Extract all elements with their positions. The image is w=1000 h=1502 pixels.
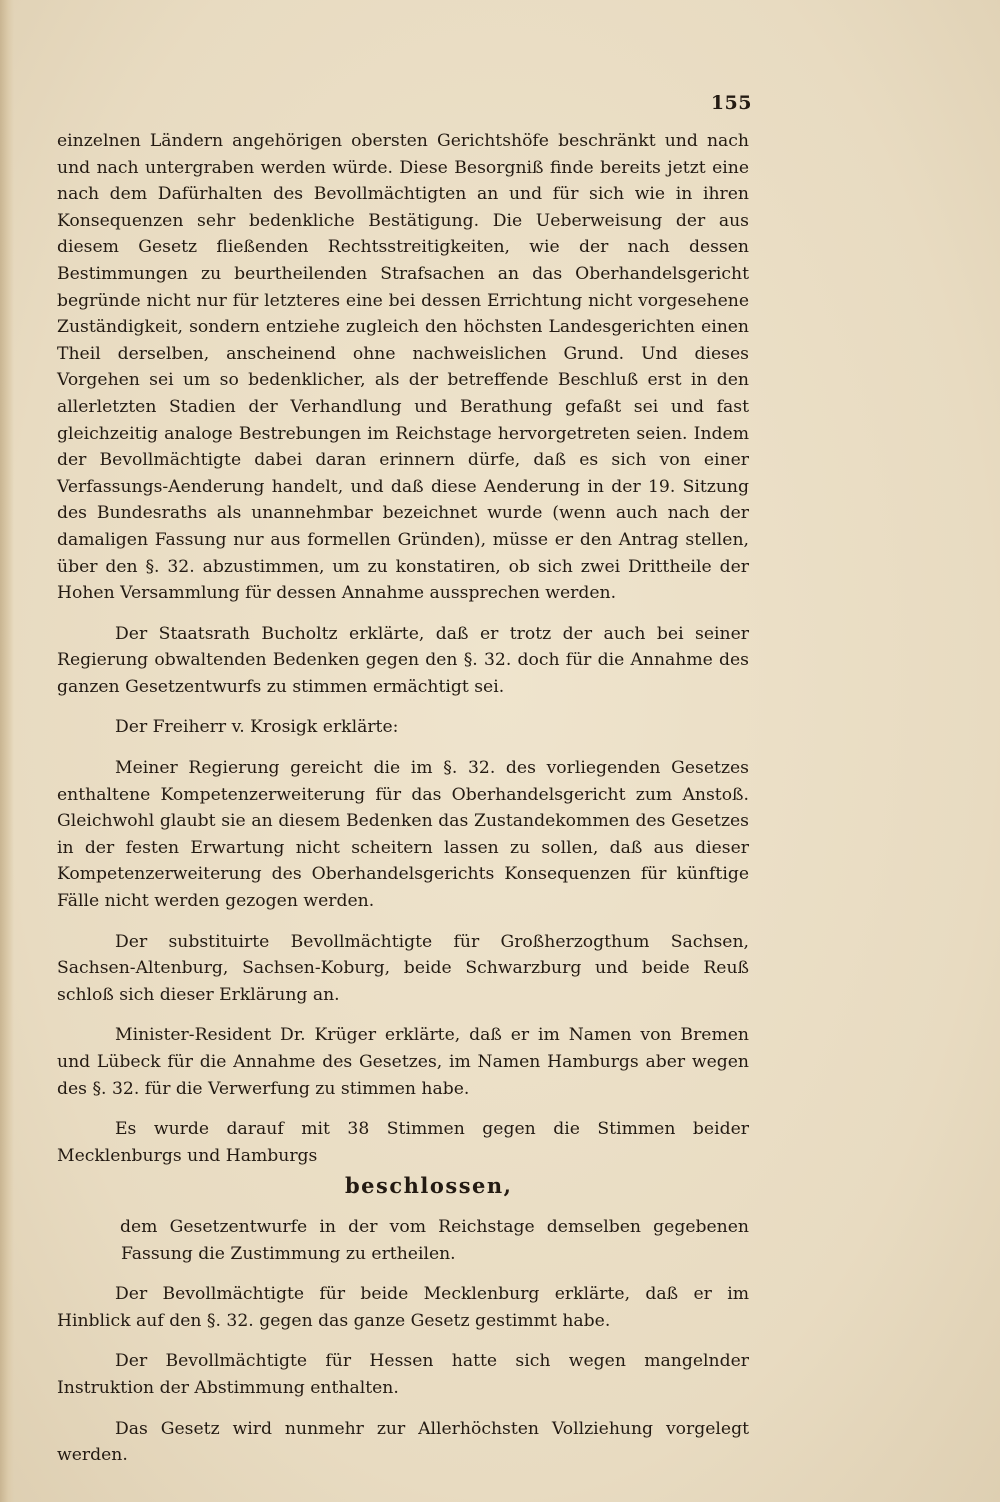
paragraph-hessen: Der Bevollmächtigte für Hessen hatte sich wegen mangelnder Instruktion der Abstimmung enthalten. (57, 1351, 749, 1398)
paragraph-bucholtz: Der Staatsrath Bucholtz erklärte, daß er trotz der auch bei seiner Regierung obwaltenden Bedenken gegen den §. 32. doch für die Annahme des ganzen Gesetzentwurfs zu stimmen ermächtigt sei. (57, 623, 749, 697)
page-number: 155 (710, 92, 752, 114)
paragraph-vote: Es wurde darauf mit 38 Stimmen gegen die Stimmen beider Mecklenburgs und Hamburgs (57, 1119, 749, 1166)
paragraph-krosigk-statement: Meiner Regierung gereicht die im §. 32. des vorliegenden Gesetzes enthaltene Kompetenzerweiterung für das Oberhandelsgericht zum Anstoß. Gleichwohl glaubt sie an diesem Bedenken das Zustandekommen des Gesetzes in der festen Erwartung nicht scheitern lassen zu sollen, daß aus dieser Kompetenzerweiterung des Oberhandelsgerichts Konsequenzen für künftige Fälle nicht werden gezogen werden. (57, 758, 749, 912)
paragraph-closing: Das Gesetz wird nunmehr zur Allerhöchsten Vollziehung vorgelegt werden. (57, 1418, 749, 1466)
paragraph-decision-text: dem Gesetzentwurfe in der vom Reichstage demselben gegebenen Fassung die Zustimmung zu ertheilen. (120, 1216, 749, 1264)
paragraph-sachsen: Der substituirte Bevollmächtigte für Großherzogthum Sachsen, Sachsen-Altenburg, Sachsen-Koburg, beide Schwarzburg und beide Reuß schloß sich dieser Erklärung an. (57, 931, 749, 1005)
body-text (57, 128, 749, 1483)
decision-heading: beschlossen, (345, 1173, 513, 1199)
page-spine-shadow (0, 0, 14, 1502)
paragraph-krosigk-intro: Der Freiherr v. Krosigk erklärte: (115, 717, 399, 738)
paragraph-mecklenburg: Der Bevollmächtigte für beide Mecklenburg erklärte, daß er im Hinblick auf den §. 32. gegen das ganze Gesetz gestimmt habe. (57, 1284, 749, 1331)
paragraph-continuation: einzelnen Ländern angehörigen obersten Gerichtshöfe beschränkt und nach und nach untergraben werden würde. Diese Besorgniß finde bereits jetzt eine nach dem Dafürhalten des Bevollmächtigten an und für sich wie in ihren Konsequenzen sehr bedenkliche Bestätigung. Die Ueberweisung der aus diesem Gesetz fließenden Rechtsstreitigkeiten, wie der nach dessen Bestimmungen zu beurtheilenden Strafsachen an das Oberhandelsgericht begründe nicht nur für letzteres eine bei dessen Errichtung nicht vorgesehene Zuständigkeit, sondern entziehe zugleich den höchsten Landesgerichten einen Theil derselben, anscheinend ohne nachweislichen Grund. Und dieses Vorgehen sei um so bedenklicher, als der betreffende Beschluß erst in den allerletzten Stadien der Verhandlung und Berathung gefaßt sei und fast gleichzeitig analoge Bestrebungen im Reichstage hervorgetreten seien. Indem der Bevollmächtigte dabei daran erinnern dürfe, daß es sich von einer Verfassungs-Aenderung handelt, und daß diese Aenderung in der 19. Sitzung des Bundesraths als unannehmbar bezeichnet wurde (wenn auch nach der damaligen Fassung nur aus formellen Gründen), müsse er den Antrag stellen, über den §. 32. abzustimmen, um zu konstatiren, ob sich zwei Drittheile der Hohen Versammlung für dessen Annahme aussprechen werden. (57, 131, 749, 604)
paragraph-krueger: Minister-Resident Dr. Krüger erklärte, daß er im Namen von Bremen und Lübeck für die Annahme des Gesetzes, im Namen Hamburgs aber wegen des §. 32. für die Verwerfung zu stimmen habe. (57, 1025, 749, 1099)
